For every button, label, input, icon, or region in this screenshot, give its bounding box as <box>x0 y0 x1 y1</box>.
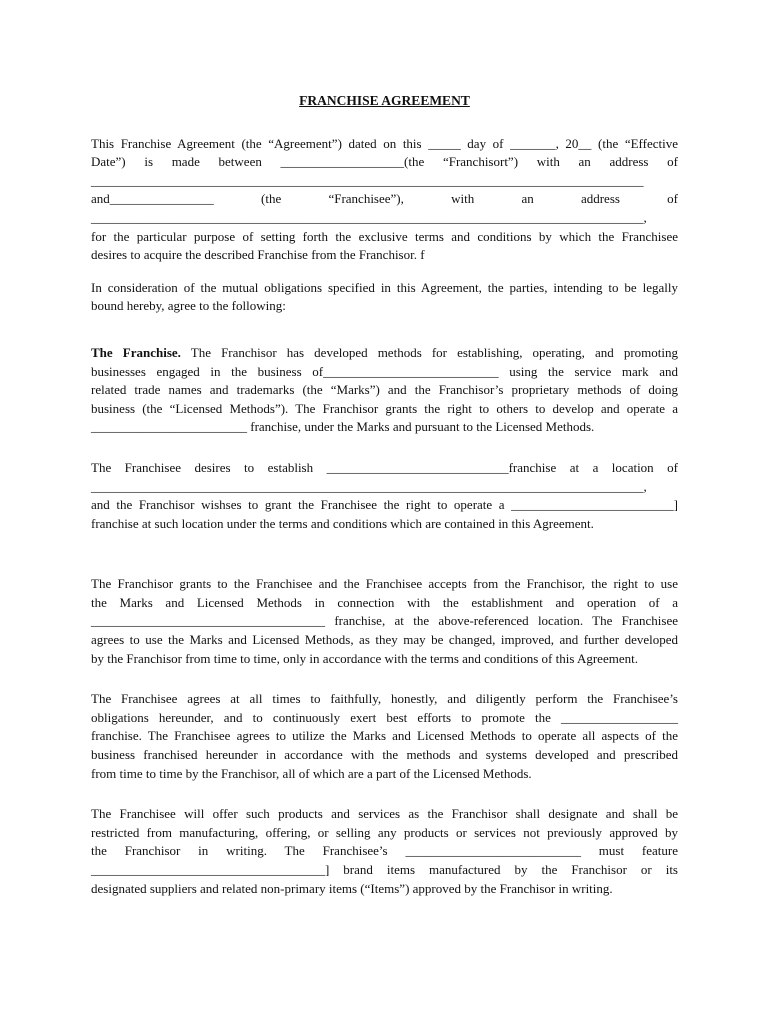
products-paragraph <box>91 805 678 898</box>
grant-line: ____________________________________ franchise, at the above-referenced location. The Franchisee <box>91 613 678 629</box>
intro-line: Date”) is made between ___________________(the “Franchisort”) with an address of <box>91 154 678 170</box>
products-line: The Franchisee will offer such products and services as the Franchisor shall designate and shall be <box>91 806 678 822</box>
intro-line: desires to acquire the described Franchise from the Franchisor. f <box>91 247 425 263</box>
agrees-paragraph <box>91 690 678 783</box>
establish-line: _____________________________________________________________________________________, <box>91 478 647 494</box>
intro-line: for the particular purpose of setting forth the exclusive terms and conditions by which the Franchisee <box>91 228 678 244</box>
consideration-line: In consideration of the mutual obligations specified in this Agreement, the parties, intending to be legally <box>91 279 678 295</box>
intro-line: This Franchise Agreement (the “Agreement”) dated on this _____ day of _______, 20__ (the “Effective <box>91 135 678 151</box>
establish-line: and the Franchisor wishses to grant the Franchisee the right to operate a _________________________] <box>91 497 678 513</box>
intro-paragraph <box>91 135 678 265</box>
establish-line: The Franchisee desires to establish ____________________________franchise at a location of <box>91 459 678 475</box>
grant-line: by the Franchisor from time to time, only in accordance with the terms and conditions of this Agreement. <box>91 650 638 666</box>
franchise-line: related trade names and trademarks (the “Marks”) and the Franchisor’s proprietary methods of doing <box>91 382 678 398</box>
agrees-line: obligations hereunder, and to continuously exert best efforts to promote the __________________ <box>91 709 678 725</box>
franchise-heading: The Franchise. <box>91 344 181 360</box>
franchise-line: business (the “Licensed Methods”). The Franchisor grants the right to others to develop and operate a <box>91 400 678 416</box>
agrees-line: franchise. The Franchisee agrees to utilize the Marks and Licensed Methods to operate all aspects of the <box>91 728 678 744</box>
franchise-line-text: The Franchisor has developed methods for establishing, operating, and promoting <box>180 344 678 360</box>
products-line: the Franchisor in writing. The Franchisee’s ___________________________ must feature <box>91 843 678 859</box>
franchise-paragraph <box>91 344 678 437</box>
franchise-line: ________________________ franchise, under the Marks and pursuant to the Licensed Methods. <box>91 419 595 435</box>
intro-line: _____________________________________________________________________________________ <box>91 172 644 188</box>
grant-line: the Marks and Licensed Methods in connection with the establishment and operation of a <box>91 594 678 610</box>
products-line: ____________________________________] brand items manufactured by the Franchisor or its <box>91 862 678 877</box>
agrees-line: The Franchisee agrees at all times to faithfully, honestly, and diligently perform the Franchisee’s <box>91 691 678 707</box>
establish-paragraph <box>91 459 678 533</box>
grant-paragraph <box>91 575 678 668</box>
franchise-line: businesses engaged in the business of___________________________ using the service mark and <box>91 363 678 379</box>
document-title: FRANCHISE AGREEMENT <box>299 93 470 108</box>
consideration-paragraph <box>91 279 678 316</box>
agrees-line: business franchised hereunder in accordance with the methods and systems developed and prescribed <box>91 747 678 763</box>
products-line: restricted from manufacturing, offering, or selling any products or services not previously approved by <box>91 824 678 840</box>
products-line: designated suppliers and related non-primary items (“Items”) approved by the Franchisor in writing. <box>91 880 613 896</box>
consideration-line: bound hereby, agree to the following: <box>91 298 286 314</box>
franchise-line <box>91 344 678 363</box>
agrees-line: from time to time by the Franchisor, all of which are a part of the Licensed Methods. <box>91 765 532 781</box>
grant-line: The Franchisor grants to the Franchisee and the Franchisee accepts from the Franchisor, the right to use <box>91 576 678 592</box>
intro-line: and________________ (the “Franchisee”), with an address of <box>91 191 678 207</box>
intro-line: _____________________________________________________________________________________, <box>91 209 647 225</box>
establish-line: franchise at such location under the terms and conditions which are contained in this Agreement. <box>91 515 594 531</box>
grant-line: agrees to use the Marks and Licensed Methods, as they may be changed, improved, and further developed <box>91 632 678 648</box>
